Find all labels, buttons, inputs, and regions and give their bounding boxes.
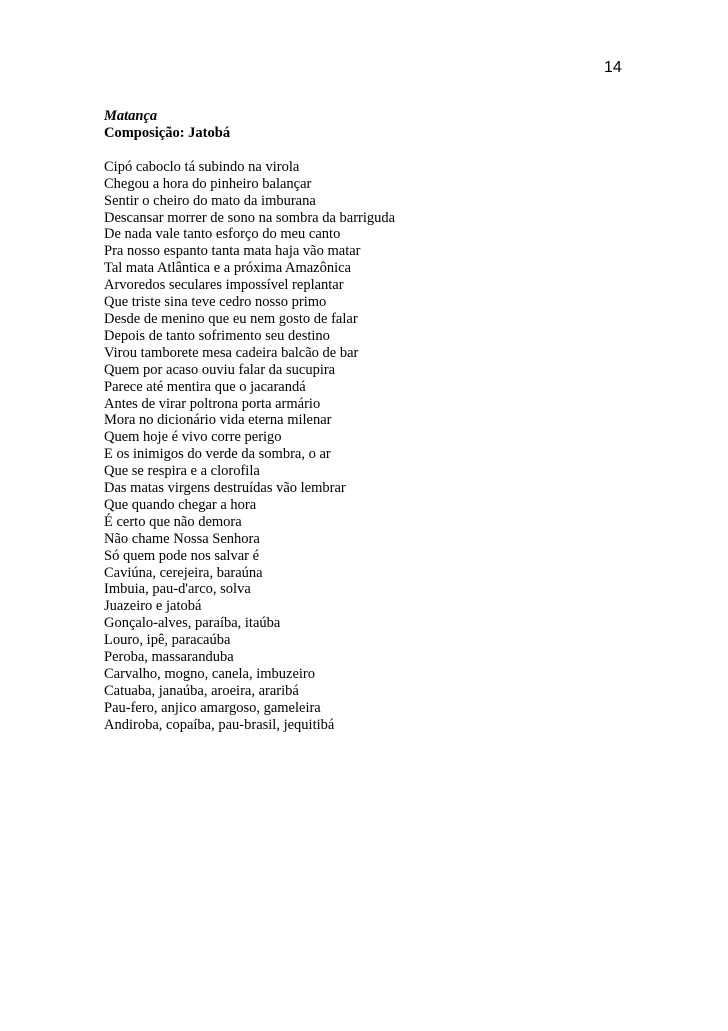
lyrics	[104, 159, 664, 734]
lyric-line: Só quem pode nos salvar é	[104, 547, 260, 564]
lyric-line: Caviúna, cerejeira, baraúna	[104, 564, 263, 581]
lyric-line: Arvoredos seculares impossível replantar	[104, 277, 344, 294]
lyric-line: Quem hoje é vivo corre perigo	[104, 429, 282, 446]
lyric-line: E os inimigos do verde da sombra, o ar	[104, 446, 331, 463]
lyric-line: Pau-fero, anjico amargoso, gameleira	[104, 699, 321, 716]
lyric-line: Parece até mentira que o jacarandá	[104, 378, 306, 395]
lyric-line: Chegou a hora do pinheiro balançar	[104, 175, 312, 192]
lyric-line: Não chame Nossa Senhora	[104, 530, 260, 547]
lyric-line: Cipó caboclo tá subindo na virola	[104, 158, 300, 175]
lyric-line: Gonçalo-alves, paraíba, itaúba	[104, 615, 281, 632]
lyric-line: Descansar morrer de sono na sombra da barriguda	[104, 209, 396, 226]
lyric-line: Sentir o cheiro do mato da imburana	[104, 192, 316, 209]
lyric-line: Das matas virgens destruídas vão lembrar	[104, 480, 346, 497]
lyric-line: Catuaba, janaúba, aroeira, araribá	[104, 682, 299, 699]
lyric-line: Tal mata Atlântica e a próxima Amazônica	[104, 260, 351, 277]
lyric-line: Antes de virar poltrona porta armário	[104, 395, 321, 412]
song-title: Matança	[104, 108, 158, 124]
lyric-line: Quem por acaso ouviu falar da sucupira	[104, 361, 336, 378]
lyric-line: Que se respira e a clorofila	[104, 463, 260, 480]
page-number: 14	[604, 59, 622, 76]
lyric-line: Carvalho, mogno, canela, imbuzeiro	[104, 666, 315, 682]
lyric-line: Peroba, massaranduba	[104, 649, 234, 666]
lyric-line: Desde de menino que eu nem gosto de falar	[104, 310, 358, 327]
lyric-line: Que quando chegar a hora	[104, 496, 257, 513]
lyric-line: Virou tamborete mesa cadeira balcão de bar	[104, 344, 359, 361]
lyric-line: Pra nosso espanto tanta mata haja vão matar	[104, 243, 361, 260]
lyric-line: Mora no dicionário vida eterna milenar	[104, 412, 332, 429]
song-composer: Composição: Jatobá	[104, 124, 231, 141]
lyric-line: Andiroba, copaíba, pau-brasil, jequitibá	[104, 716, 335, 733]
lyric-line: É certo que não demora	[104, 513, 242, 530]
lyric-line: Depois de tanto sofrimento seu destino	[104, 327, 330, 344]
lyric-line: Juazeiro e jatobá	[104, 598, 202, 615]
lyric-line: Que triste sina teve cedro nosso primo	[104, 294, 327, 311]
lyric-line: Imbuia, pau-d'arco, solva	[104, 581, 251, 598]
lyric-line: De nada vale tanto esforço do meu canto	[104, 226, 341, 243]
song-block	[104, 108, 664, 734]
lyric-line: Louro, ipê, paracaúba	[104, 632, 231, 649]
